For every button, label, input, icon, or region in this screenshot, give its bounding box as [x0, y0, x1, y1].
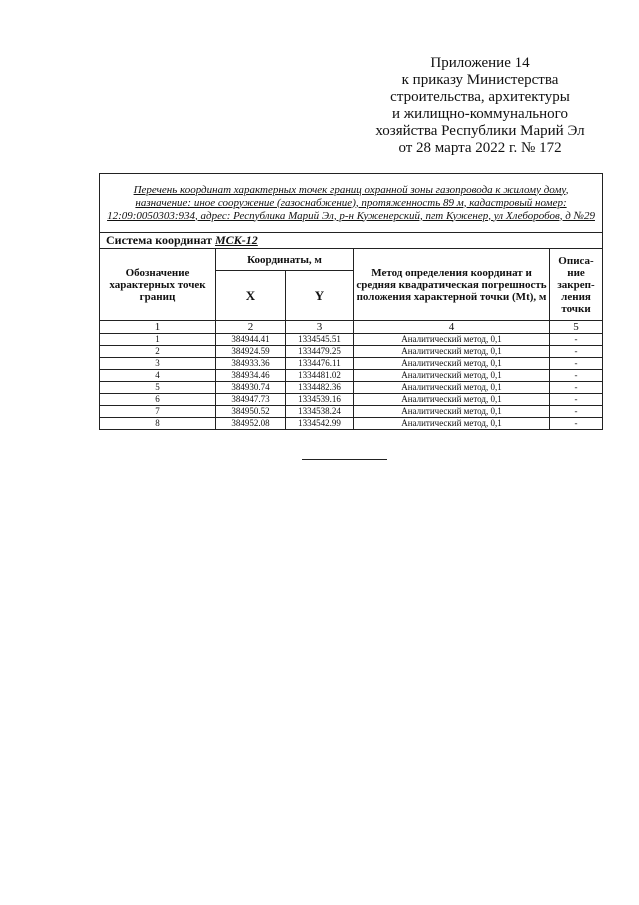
- table-row: [100, 418, 603, 430]
- cell-method: Аналитический метод, 0,1: [354, 346, 550, 358]
- cell-x: 384947.73: [216, 394, 286, 406]
- table-row: [100, 370, 603, 382]
- column-number: 3: [286, 321, 354, 334]
- table-row: [100, 334, 603, 346]
- cell-desc: -: [550, 394, 603, 406]
- coordinates-header: Координаты, м: [216, 249, 354, 271]
- header-line: к приказу Министерства: [401, 72, 559, 88]
- cell-method: Аналитический метод, 0,1: [354, 418, 550, 430]
- cell-point: 6: [100, 394, 216, 406]
- description-header: Описа-ние закреп-ления точки: [550, 249, 603, 321]
- cell-y: 1334482.36: [286, 382, 354, 394]
- coordinates-table: [99, 173, 603, 430]
- cell-desc: -: [550, 358, 603, 370]
- table-row: [100, 346, 603, 358]
- header-line: Приложение 14: [430, 55, 530, 71]
- column-number: 4: [354, 321, 550, 334]
- cell-desc: -: [550, 406, 603, 418]
- cell-point: 2: [100, 346, 216, 358]
- cell-y: 1334545.51: [286, 334, 354, 346]
- cell-point: 3: [100, 358, 216, 370]
- cell-point: 5: [100, 382, 216, 394]
- header-line: строительства, архитектуры: [390, 89, 570, 105]
- table-caption: Перечень координат характерных точек границ охранной зоны газопровода к жилому дому, назначение: иное сооружение (газоснабжение), протяженность 89 м, кадастровый номер: 12:09:0050303:934, адрес: Республика Марий Эл, р-н Куженерский, пгт Куженер, ул Хлеборобов, д №29: [100, 174, 603, 233]
- cell-method: Аналитический метод, 0,1: [354, 406, 550, 418]
- designation-header: Обозначение характерных точек границ: [100, 249, 216, 321]
- cell-x: 384934.46: [216, 370, 286, 382]
- cell-y: 1334542.99: [286, 418, 354, 430]
- appendix-header: [330, 55, 630, 157]
- header-line: и жилищно-коммунального: [392, 106, 568, 122]
- cell-point: 1: [100, 334, 216, 346]
- column-number: 1: [100, 321, 216, 334]
- cell-y: 1334538.24: [286, 406, 354, 418]
- cell-point: 8: [100, 418, 216, 430]
- x-header: X: [216, 271, 286, 321]
- cell-y: 1334481.02: [286, 370, 354, 382]
- coordinate-system-name: МСК-12: [214, 233, 258, 247]
- cell-method: Аналитический метод, 0,1: [354, 382, 550, 394]
- cell-x: 384944.41: [216, 334, 286, 346]
- cell-desc: -: [550, 334, 603, 346]
- header-line: от 28 марта 2022 г. № 172: [398, 140, 562, 156]
- footer-divider: [302, 459, 387, 460]
- cell-x: 384950.52: [216, 406, 286, 418]
- y-header: Y: [286, 271, 354, 321]
- table-row: [100, 382, 603, 394]
- cell-desc: -: [550, 418, 603, 430]
- cell-y: 1334479.25: [286, 346, 354, 358]
- cell-desc: -: [550, 346, 603, 358]
- column-number: 5: [550, 321, 603, 334]
- cell-point: 4: [100, 370, 216, 382]
- cell-method: Аналитический метод, 0,1: [354, 358, 550, 370]
- coordinate-system-label: Система координат: [106, 233, 212, 247]
- method-header: Метод определения координат и средняя квадратическая погрешность положения характерной точки (Mt), м: [354, 249, 550, 321]
- table-row: [100, 358, 603, 370]
- table-row: [100, 406, 603, 418]
- coordinate-system: [100, 233, 603, 249]
- cell-x: 384952.08: [216, 418, 286, 430]
- cell-method: Аналитический метод, 0,1: [354, 370, 550, 382]
- header-line: хозяйства Республики Марий Эл: [375, 123, 585, 139]
- table-row: [100, 394, 603, 406]
- cell-desc: -: [550, 382, 603, 394]
- cell-x: 384924.59: [216, 346, 286, 358]
- cell-point: 7: [100, 406, 216, 418]
- cell-y: 1334476.11: [286, 358, 354, 370]
- cell-x: 384930.74: [216, 382, 286, 394]
- cell-method: Аналитический метод, 0,1: [354, 394, 550, 406]
- cell-desc: -: [550, 370, 603, 382]
- cell-x: 384933.36: [216, 358, 286, 370]
- cell-method: Аналитический метод, 0,1: [354, 334, 550, 346]
- column-number: 2: [216, 321, 286, 334]
- cell-y: 1334539.16: [286, 394, 354, 406]
